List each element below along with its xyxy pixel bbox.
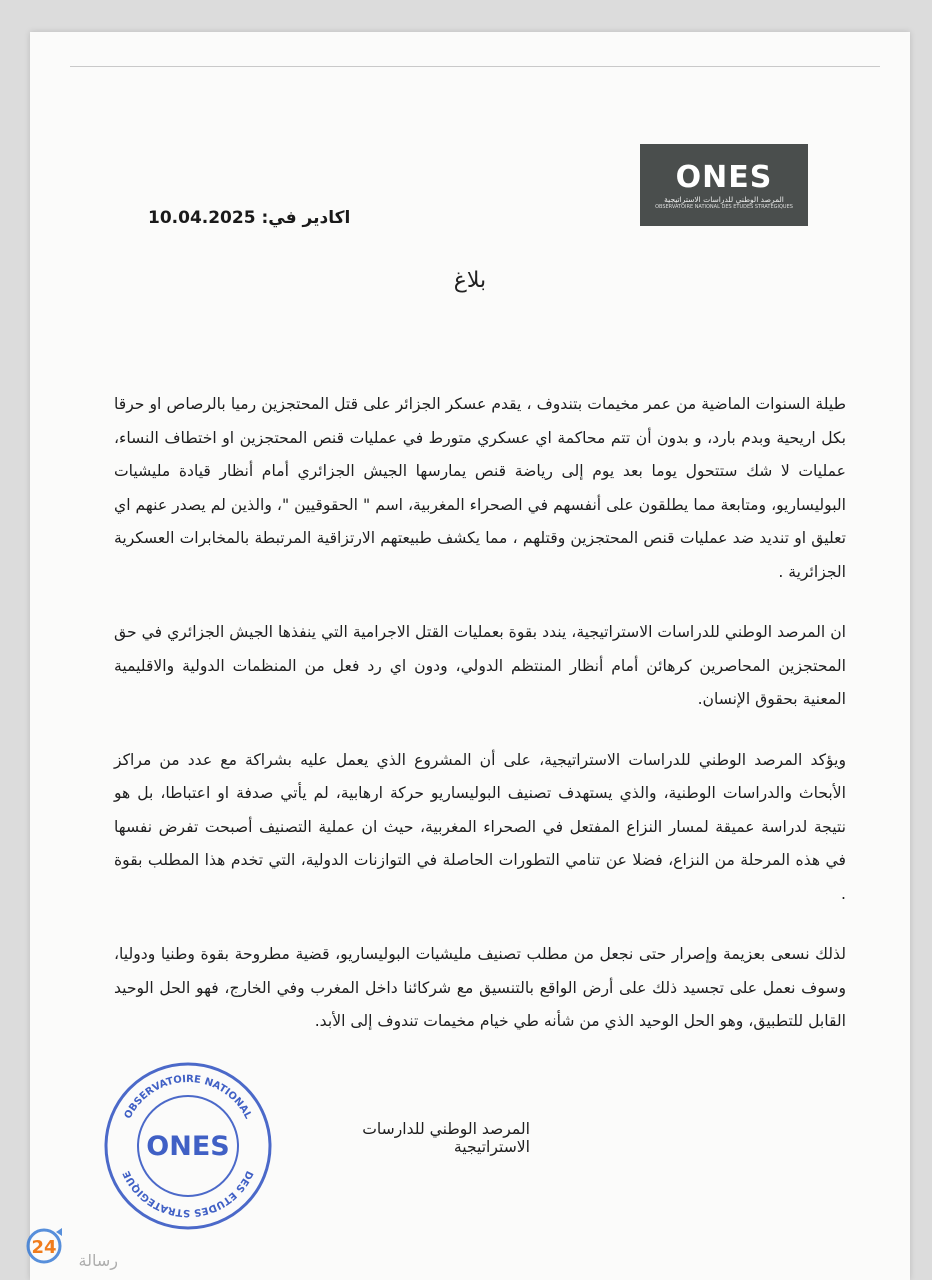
document-heading: بلاغ <box>453 268 487 293</box>
svg-text:OBSERVATOIRE NATIONAL <box>123 1074 254 1121</box>
ones-logo <box>640 144 808 226</box>
watermark-text: رسالة <box>78 1251 118 1270</box>
top-border-line <box>70 66 880 67</box>
site-watermark <box>6 1222 126 1274</box>
signature-line: المرصد الوطني للدارسات الاستراتيجية <box>362 1120 530 1156</box>
document-body <box>114 388 846 1066</box>
watermark-number: 24 <box>31 1237 57 1258</box>
paragraph: طيلة السنوات الماضية من عمر مخيمات بتندوف ، يقدم عسكر الجزائر على قتل المحتجزين رميا بالرصاص او حرقا بكل اريحية وبدم بارد، و بدون أن تتم محاكمة اي عسكري متورط في عمليات قنص المحتجزين او اختطاف النساء، عمليات لا شك ستتحول يوما بعد يوم إلى رياضة قنص يمارسها الجيش الجزائري أمام أنظار قيادة مليشيات البوليساريو، ومتابعة مما يطلقون على أنفسهم في الصحراء المغربية، اسم " الحقوقيين "، والذين لم يصدر عنهم اي تعليق او تنديد ضد عمليات قنص المحتجزين وقتلهم ، مما يكشف طبيعتهم الارتزاقية المرتبطة بالمخابرات العسكرية الجزائرية . <box>114 395 846 581</box>
logo-brand: ONES <box>675 159 773 195</box>
date-label: اكادير في: <box>261 208 351 228</box>
stamp-ring-top: OBSERVATOIRE NATIONAL <box>122 1073 254 1121</box>
paragraph: ان المرصد الوطني للدراسات الاستراتيجية، يندد بقوة بعمليات القتل الاجرامية التي ينفذها الجيش الجزائري في حق المحتجزين المحاصرين كرهائن أمام أنظار المنتظم الدولي، ودون اي رد فعل من المنظمات الدولية والاقليمية المعنية بحقوق الإنسان. <box>114 623 846 708</box>
svg-text:DES ETUDES STRATEGIQUE <box>121 1169 254 1218</box>
stamp-brand: ONES <box>146 1131 230 1162</box>
logo-subtitle-fr: OBSERVATOIRE NATIONAL DES ETUDES STRATEGIQUES <box>655 203 793 210</box>
logo-subtitle-ar: المرصد الوطني للدراسات الاستراتيجية <box>664 194 784 204</box>
official-stamp <box>102 1060 274 1232</box>
stamp-ring-bottom: DES ETUDES STRATEGIQUE <box>121 1168 255 1219</box>
paragraph: لذلك نسعى بعزيمة وإصرار حتى نجعل من مطلب تصنيف مليشيات البوليساريو، قضية مطروحة بقوة وطنيا ودوليا، وسوف نعمل على تجسيد ذلك على أرض الواقع بالتنسيق مع شركائنا داخل المغرب وفي الخارج، فهو الحل الوحيد القابل للتطبيق، وهو الحل الوحيد الذي من شأنه طي خيام مخيمات تندوف إلى الأبد. <box>114 945 846 1030</box>
paragraph: ويؤكد المرصد الوطني للدراسات الاستراتيجية، على أن المشروع الذي يعمل عليه بشراكة مع عدد من مراكز الأبحاث والدراسات الوطنية، والذي يستهدف تصنيف البوليساريو حركة ارهابية، لم يأتي صدفة او اعتباطا، بل هو نتيجة لدراسة عميقة لمسار النزاع المفتعل في الصحراء المغربية، حيث ان عملية التصنيف أصبحت تفرض نفسها في هذه المرحلة من النزاع، فضلا عن تنامي التطورات الحاصلة في التوازنات الدولية، التي تخدم هذا المطلب بقوة . <box>114 750 846 903</box>
date-value: 10.04.2025 <box>148 208 256 228</box>
date-line <box>148 208 408 228</box>
